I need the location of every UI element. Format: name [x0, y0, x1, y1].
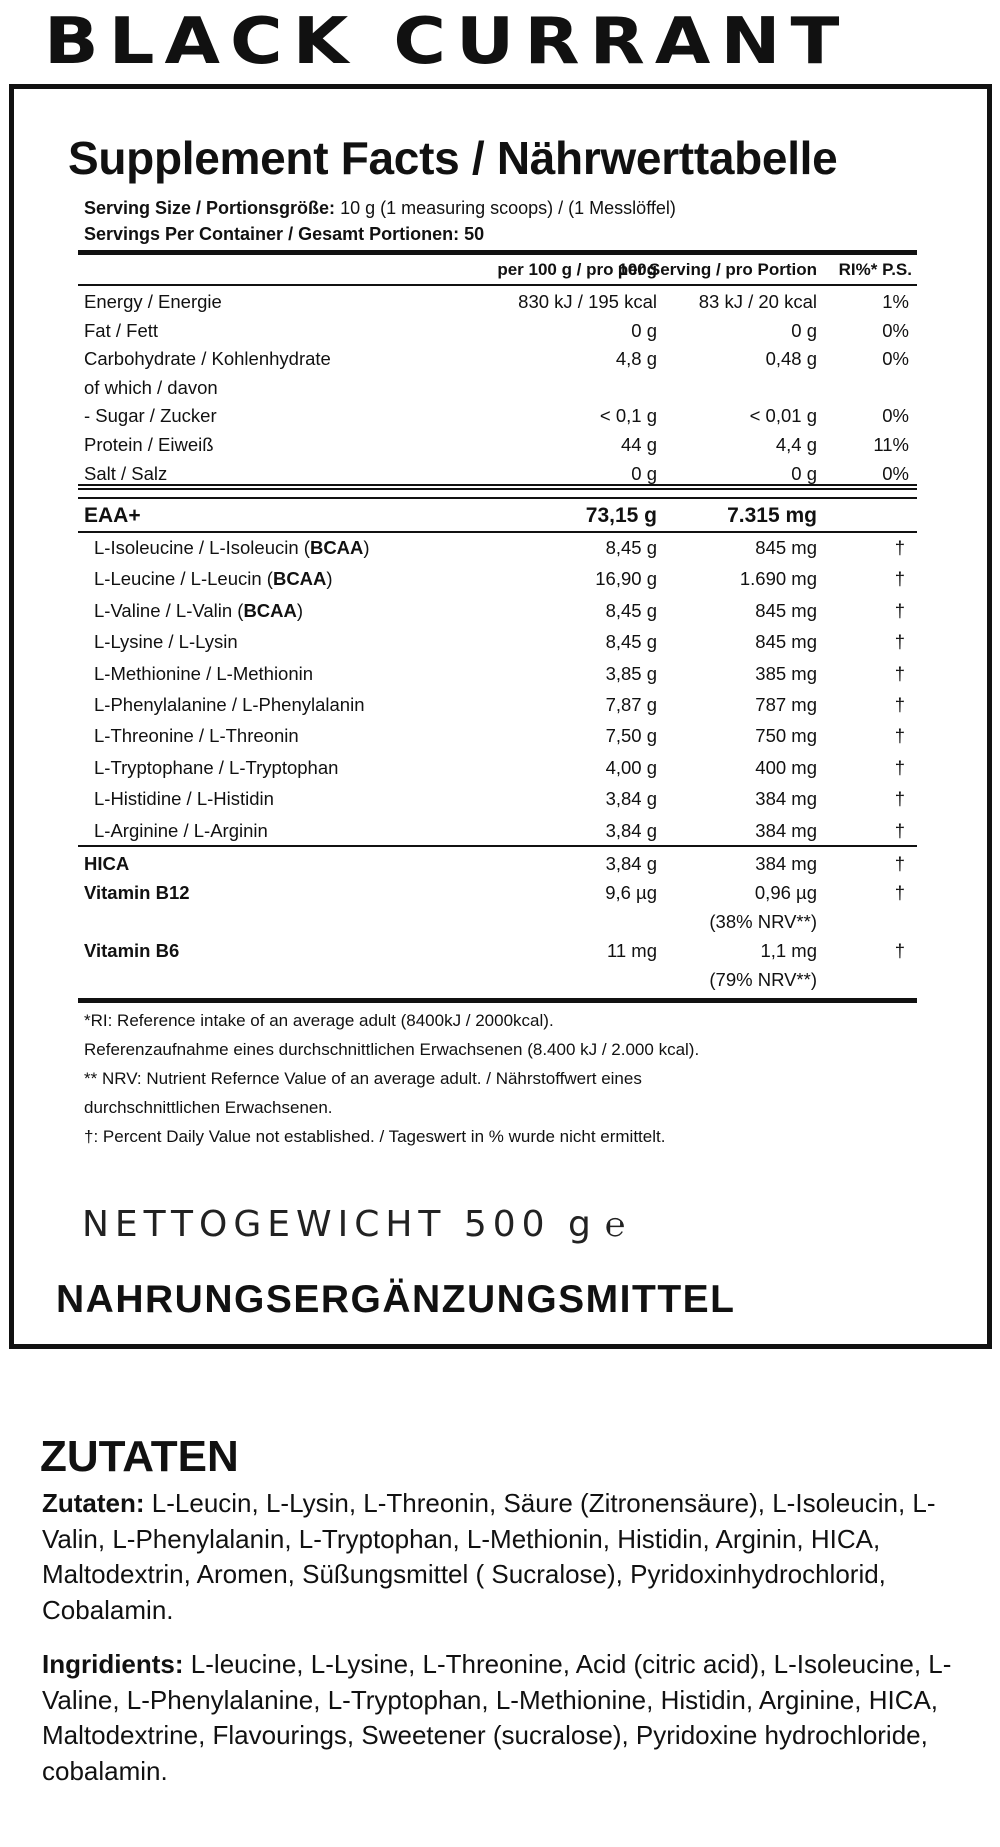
amino-acid-label: L-Threonine / L-Threonin: [94, 725, 299, 747]
vitamin-b6-name: Vitamin B6: [84, 940, 180, 961]
nutrient-serving: 0,48 g: [765, 348, 817, 370]
dagger-mark: †: [894, 725, 905, 747]
net-weight-text: NETTOGEWICHT 500 g: [82, 1204, 597, 1245]
nutrient-row: [78, 287, 917, 316]
amino-acid-per100: 3,84 g: [605, 788, 657, 810]
vitamin-b12-mark: †: [894, 882, 905, 903]
amino-acid-serving: 845 mg: [755, 537, 817, 558]
bcaa-tag: BCAA: [243, 599, 297, 621]
amino-acid-row: [78, 564, 917, 593]
nutrient-serving: 0 g: [791, 319, 817, 341]
amino-acid-per100: 8,45 g: [605, 631, 657, 653]
dagger-mark: †: [894, 788, 905, 810]
amino-acid-name: [94, 659, 313, 688]
amino-acid-name: [94, 784, 274, 813]
vitamin-b12-nrv-row: [78, 907, 917, 936]
nutrient-serving: 4,4 g: [775, 434, 817, 455]
amino-acid-per100: 7,50 g: [605, 725, 657, 747]
amino-acid-serving: 384 mg: [755, 788, 817, 810]
net-weight: [82, 1203, 625, 1247]
amino-acid-row: [78, 533, 917, 562]
nutrient-ri: 1%: [882, 291, 909, 312]
zutaten-text: L-Leucin, L-Lysin, L-Threonin, Säure (Zitronensäure), L-Isoleucin, L-Valin, L-Phenylalanin, L-Tryptophan, L-Methionin, Histidin, Arginin, HICA, Maltodextrin, Aromen, Süßungsmittel ( Sucralose), Pyridoxinhydrochlorid, Cobalamin.: [42, 1488, 936, 1625]
bcaa-tag: BCAA: [272, 568, 327, 590]
nutrient-per100: 0 g: [631, 319, 657, 341]
amino-acid-serving: 384 mg: [755, 819, 817, 841]
nutrient-serving: < 0,01 g: [749, 405, 817, 427]
serving-size-label: Serving Size / Portionsgröße:: [84, 198, 336, 218]
amino-acid-label: L-Leucine / L-Leucin (: [94, 568, 273, 590]
nutrient-end-rule-1: [78, 484, 917, 486]
vitamin-b6-nrv: (79% NRV**): [709, 969, 817, 990]
footnote-line: ** NRV: Nutrient Refernce Value of an average adult. / Nährstoffwert eines: [84, 1069, 642, 1088]
amino-acid-label: L-Valine / L-Valin (: [94, 599, 244, 621]
vitamin-b12-per100: 9,6 µg: [605, 882, 657, 903]
bcaa-close: ): [363, 537, 370, 558]
nutrient-name: - Sugar / Zucker: [84, 405, 217, 427]
product-title: BLACK CURRANT: [44, 5, 850, 79]
nutrient-ri: 11%: [873, 434, 909, 455]
table-header: [78, 257, 917, 283]
zutaten-label: Zutaten:: [42, 1488, 145, 1518]
hica-per100: 3,84 g: [605, 853, 657, 874]
serving-size-value: 10 g (1 measuring scoops) / (1 Messlöffel): [340, 198, 676, 218]
ingredients-german: [42, 1486, 967, 1628]
footnote-line: Referenzaufnahme eines durchschnittlichen Erwachsenen (8.400 kJ / 2.000 kcal).: [84, 1040, 700, 1059]
vitamin-b6-row: [78, 936, 917, 965]
nutrient-name: Carbohydrate / Kohlenhydrate: [84, 348, 331, 370]
hica-row: [78, 849, 917, 878]
amino-acid-name: [94, 816, 268, 845]
vitamin-b12-nrv: (38% NRV**): [709, 911, 817, 932]
ingredients-heading: ZUTATEN: [40, 1432, 239, 1481]
amino-acid-per100: 4,00 g: [605, 756, 657, 778]
dagger-mark: †: [894, 599, 905, 621]
hica-mark: †: [894, 853, 905, 874]
amino-acid-name: [94, 721, 299, 750]
amino-acid-label: L-Phenylalanine / L-Phenylalanin: [94, 694, 365, 715]
dagger-mark: †: [894, 694, 905, 715]
nutrient-per100: 4,8 g: [615, 348, 657, 370]
footnote-line: *RI: Reference intake of an average adult (8400kJ / 2000kcal).: [84, 1011, 554, 1030]
eaa-top-rule: [78, 497, 917, 499]
amino-acid-row: [78, 784, 917, 813]
amino-acid-serving: 845 mg: [755, 599, 817, 621]
amino-acid-label: L-Histidine / L-Histidin: [94, 788, 274, 810]
nutrient-ri: 0%: [882, 462, 909, 484]
table-bottom-rule: [78, 998, 917, 1003]
vitamin-b6-serving: 1,1 mg: [760, 940, 817, 961]
nutrient-serving: 83 kJ / 20 kcal: [698, 291, 817, 312]
ingredients-english: [42, 1647, 967, 1789]
dagger-mark: †: [894, 631, 905, 653]
servings-per-container-label: Servings Per Container / Gesamt Portionen: 50: [84, 224, 485, 244]
ingridients-text: L-leucine, L-Lysine, L-Threonine, Acid (citric acid), L-Isoleucine, L-Valine, L-Phenylalanine, L-Tryptophan, L-Methionine, Histidin, Arginine, HICA, Maltodextrine, Flavourings, Sweetener (sucralose), Pyridoxine hydrochloride, cobalamin.: [42, 1649, 952, 1786]
amino-acid-row: [78, 690, 917, 719]
amino-acid-per100: 16,90 g: [595, 568, 657, 590]
nutrient-per100: 0 g: [631, 462, 657, 484]
nutrient-per100: 44 g: [620, 434, 657, 455]
amino-acid-row: [78, 659, 917, 688]
bcaa-tag: BCAA: [309, 537, 364, 558]
amino-acid-per100: 3,85 g: [605, 662, 657, 684]
header-rule: [78, 284, 917, 286]
nutrient-per100: 830 kJ / 195 kcal: [518, 291, 657, 312]
header-per-100g: per 100 g / pro 100g: [497, 260, 657, 279]
amino-acid-label: L-Isoleucine / L-Isoleucin (: [94, 537, 310, 558]
amino-acid-row: [78, 721, 917, 750]
nutrient-name: Energy / Energie: [84, 291, 222, 312]
hica-serving: 384 mg: [755, 853, 817, 874]
nutrient-ri: 0%: [882, 319, 909, 341]
servings-per-container: [84, 222, 484, 246]
footnotes: [84, 1006, 699, 1151]
footnote-line: durchschnittlichen Erwachsenen.: [84, 1098, 333, 1117]
bcaa-close: ): [296, 599, 304, 621]
product-category: NAHRUNGSERGÄNZUNGSMITTEL: [56, 1278, 736, 1321]
dagger-mark: †: [894, 662, 905, 684]
footnote-line: †: Percent Daily Value not established. / Tageswert in % wurde nicht ermittelt.: [84, 1127, 666, 1146]
nutrient-name: Salt / Salz: [84, 462, 168, 484]
amino-acid-row: [78, 816, 917, 845]
nutrient-ri: 0%: [882, 405, 909, 427]
dagger-mark: †: [894, 568, 905, 590]
nutrient-row: [78, 401, 917, 430]
eaa-name: EAA+: [84, 504, 141, 527]
amino-acid-row: [78, 753, 917, 782]
amino-acid-serving: 787 mg: [755, 694, 817, 715]
nutrient-name: of which / davon: [84, 376, 218, 398]
amino-acid-row: [78, 627, 917, 656]
nutrient-name: Fat / Fett: [84, 319, 159, 341]
amino-acid-name: [94, 596, 303, 625]
nutrient-per100: < 0,1 g: [599, 405, 657, 427]
nutrient-ri: 0%: [882, 348, 909, 370]
amino-acid-per100: 7,87 g: [605, 694, 657, 715]
amino-acid-name: [94, 627, 238, 656]
dagger-mark: †: [894, 819, 905, 841]
bcaa-close: ): [326, 568, 333, 590]
nutrient-row: [78, 316, 917, 345]
hica-name: HICA: [84, 853, 130, 874]
vitamin-b6-nrv-row: [78, 965, 917, 994]
amino-acid-label: L-Arginine / L-Arginin: [94, 819, 268, 841]
vitamin-b6-per100: 11 mg: [606, 940, 657, 961]
header-ri: RI%* P.S.: [838, 260, 912, 279]
vitamin-b12-serving: 0,96 µg: [754, 882, 817, 903]
nutrient-name: Protein / Eiweiß: [84, 434, 214, 455]
amino-acid-label: L-Tryptophane / L-Tryptophan: [94, 756, 339, 778]
vitamin-b6-mark: †: [894, 940, 905, 961]
table-top-rule: [78, 250, 917, 255]
amino-acid-serving: 385 mg: [755, 662, 817, 684]
nutrient-row: [78, 344, 917, 373]
amino-acid-row: [78, 596, 917, 625]
amino-acid-name: [94, 533, 370, 562]
dagger-mark: †: [894, 537, 905, 558]
amino-acid-name: [94, 753, 338, 782]
amino-acid-per100: 8,45 g: [605, 537, 657, 558]
amino-acid-name: [94, 564, 333, 593]
amino-acid-per100: 8,45 g: [605, 599, 657, 621]
amino-acid-serving: 845 mg: [755, 631, 817, 653]
dagger-mark: †: [894, 756, 905, 778]
header-per-serving: per Serving / pro Portion: [617, 260, 817, 279]
facts-heading: Supplement Facts / Nährwerttabelle: [68, 132, 838, 184]
eaa-per100: 73,15 g: [585, 504, 657, 527]
amino-acid-name: [94, 690, 365, 719]
nutrient-end-rule-2: [78, 488, 917, 490]
nutrient-row: [78, 430, 917, 459]
nutrient-row: [78, 373, 917, 402]
estimated-sign-icon: ℮: [604, 1205, 626, 1245]
ingridients-label: Ingridients:: [42, 1649, 184, 1679]
vitamin-b12-row: [78, 878, 917, 907]
eaa-serving: 7.315 mg: [727, 504, 817, 527]
serving-size: [84, 196, 676, 220]
vitamin-b12-name: Vitamin B12: [84, 882, 190, 903]
eaa-row: [78, 501, 917, 530]
amino-acid-serving: 750 mg: [755, 725, 817, 747]
amino-acid-label: L-Methionine / L-Methionin: [94, 662, 314, 684]
amino-acid-label: L-Lysine / L-Lysin: [94, 631, 238, 653]
amino-acid-per100: 3,84 g: [605, 819, 657, 841]
amino-end-rule: [78, 845, 917, 847]
amino-acid-serving: 400 mg: [755, 756, 817, 778]
amino-acid-serving: 1.690 mg: [739, 568, 817, 590]
nutrient-serving: 0 g: [791, 462, 817, 484]
